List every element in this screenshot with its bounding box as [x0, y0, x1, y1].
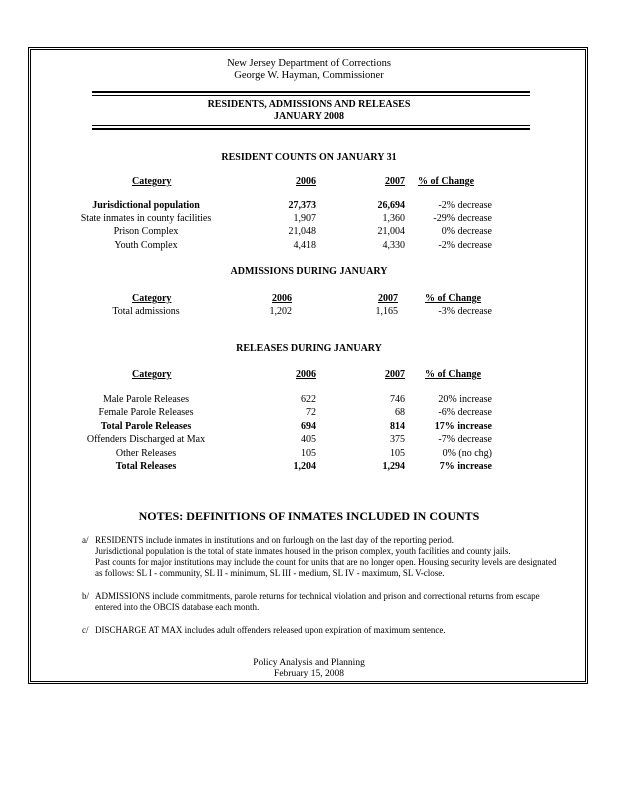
- releases-row-change: 7% increase: [439, 461, 492, 472]
- releases-header-change: % of Change: [425, 369, 482, 380]
- resident-row-change: -29% decrease: [433, 213, 492, 224]
- resident-header-2006: 2006: [296, 176, 316, 187]
- releases-row-category: Total Releases: [115, 461, 177, 472]
- releases-row-category: Offenders Discharged at Max: [86, 434, 206, 445]
- resident-row-category: State inmates in county facilities: [80, 213, 212, 224]
- resident-row-change: -2% decrease: [438, 200, 492, 211]
- note-b-line: entered into the OBCIS database each month.: [95, 602, 260, 612]
- releases-row-2006: 1,204: [293, 461, 316, 472]
- releases-row-category: Total Parole Releases: [100, 421, 192, 432]
- resident-row-2006: 27,373: [288, 200, 316, 211]
- releases-row-2006: 105: [301, 448, 316, 459]
- releases-row-change: -7% decrease: [438, 434, 492, 445]
- admissions-row-2006: 1,202: [269, 306, 292, 317]
- resident-header-category: Category: [132, 176, 172, 187]
- notes-title: NOTES: DEFINITIONS OF INMATES INCLUDED IN COUNTS: [138, 509, 480, 523]
- admissions-section-title: ADMISSIONS DURING JANUARY: [230, 266, 388, 277]
- commissioner-name: George W. Hayman, Commissioner: [234, 70, 384, 81]
- resident-header-change: % of Change: [418, 176, 475, 187]
- resident-row-category: Jurisdictional population: [92, 200, 200, 211]
- note-a-line: RESIDENTS include inmates in institutions and on furlough on the last day of the reporting period.: [95, 535, 454, 545]
- resident-row-category: Prison Complex: [113, 226, 179, 237]
- header-rule-bottom: [92, 128, 530, 130]
- note-b-line: ADMISSIONS include commitments, parole returns for technical violation and prison and correctional returns from escape: [95, 591, 540, 601]
- resident-row-2006: 4,418: [293, 240, 316, 251]
- page-border-inner: [30, 49, 586, 682]
- note-a-line: as follows: SL I - community, SL II - minimum, SL III - medium, SL IV - maximum, SL V-close.: [95, 568, 445, 578]
- releases-row-2007: 105: [390, 448, 405, 459]
- note-c-line: DISCHARGE AT MAX includes adult offenders released upon expiration of maximum sentence.: [95, 625, 446, 635]
- releases-row-2006: 72: [306, 407, 316, 418]
- report-title: RESIDENTS, ADMISSIONS AND RELEASES: [207, 99, 411, 110]
- footer-office: Policy Analysis and Planning: [253, 658, 365, 668]
- releases-row-2007: 68: [395, 407, 405, 418]
- admissions-row-2007: 1,165: [375, 306, 398, 317]
- releases-row-category: Other Releases: [115, 448, 177, 459]
- admissions-header-change: % of Change: [425, 293, 482, 304]
- releases-row-2007: 375: [390, 434, 405, 445]
- header-rule-top-thin: [92, 95, 530, 96]
- resident-row-category: Youth Complex: [114, 240, 178, 251]
- resident-section-title: RESIDENT COUNTS ON JANUARY 31: [221, 152, 397, 163]
- releases-header-category: Category: [132, 369, 172, 380]
- releases-row-2007: 746: [390, 394, 405, 405]
- header-rule-bottom-thin: [92, 125, 530, 126]
- resident-row-change: 0% decrease: [441, 226, 492, 237]
- admissions-header-2006: 2006: [272, 293, 292, 304]
- department-name: New Jersey Department of Corrections: [227, 58, 391, 69]
- note-b-label: b/: [82, 591, 90, 601]
- releases-row-change: 20% increase: [438, 394, 492, 405]
- releases-header-2007: 2007: [385, 369, 405, 380]
- releases-row-2007: 1,294: [382, 461, 405, 472]
- releases-section-title: RELEASES DURING JANUARY: [236, 343, 382, 354]
- resident-header-2007: 2007: [385, 176, 405, 187]
- releases-row-change: -6% decrease: [438, 407, 492, 418]
- releases-row-2006: 405: [301, 434, 316, 445]
- releases-row-category: Female Parole Releases: [98, 407, 194, 418]
- admissions-row-change: -3% decrease: [438, 306, 492, 317]
- report-month: JANUARY 2008: [273, 111, 345, 122]
- admissions-row-category: Total admissions: [112, 306, 180, 317]
- releases-row-2006: 694: [301, 421, 316, 432]
- resident-row-2007: 26,694: [377, 200, 405, 211]
- resident-row-2007: 21,004: [377, 226, 405, 237]
- releases-header-2006: 2006: [296, 369, 316, 380]
- note-c-label: c/: [82, 625, 89, 635]
- releases-row-2007: 814: [390, 421, 405, 432]
- resident-row-2007: 4,330: [382, 240, 405, 251]
- releases-row-change: 0% (no chg): [442, 448, 492, 459]
- note-a-label: a/: [82, 535, 89, 545]
- resident-row-2007: 1,360: [382, 213, 405, 224]
- admissions-header-category: Category: [132, 293, 172, 304]
- admissions-header-2007: 2007: [378, 293, 398, 304]
- resident-row-2006: 21,048: [288, 226, 316, 237]
- releases-row-category: Male Parole Releases: [102, 394, 190, 405]
- header-rule-top: [92, 91, 530, 93]
- footer-date: February 15, 2008: [274, 669, 344, 679]
- note-a-line: Jurisdictional population is the total of state inmates housed in the prison complex, youth facilities and county jails.: [95, 546, 511, 556]
- resident-row-2006: 1,907: [293, 213, 316, 224]
- note-a-line: Past counts for major institutions may include the count for units that are no longer open. Housing security levels are designated: [95, 557, 557, 567]
- releases-row-change: 17% increase: [434, 421, 492, 432]
- resident-row-change: -2% decrease: [438, 240, 492, 251]
- releases-row-2006: 622: [301, 394, 316, 405]
